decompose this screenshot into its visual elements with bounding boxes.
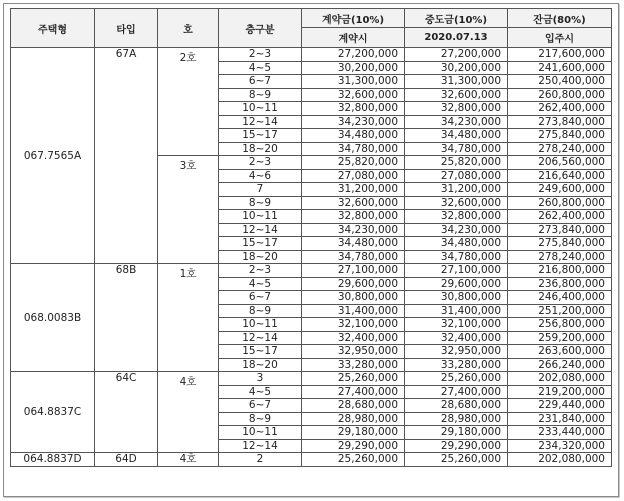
floor-range-cell: 6~7	[219, 291, 302, 305]
middle-amount-cell: 29,290,000	[405, 439, 508, 453]
balance-amount-cell: 250,400,000	[508, 75, 612, 89]
contract-amount-cell: 27,080,000	[302, 169, 405, 183]
balance-amount-cell: 217,600,000	[508, 48, 612, 62]
contract-amount-cell: 31,200,000	[302, 183, 405, 197]
floor-range-cell: 10~11	[219, 318, 302, 332]
balance-amount-cell: 206,560,000	[508, 156, 612, 170]
floor-range-cell: 8~9	[219, 196, 302, 210]
floor-range-cell: 12~14	[219, 439, 302, 453]
middle-amount-cell: 27,200,000	[405, 48, 508, 62]
unit-type-cell: 64C	[95, 372, 158, 453]
floor-range-cell: 2~3	[219, 48, 302, 62]
contract-amount-cell: 34,480,000	[302, 129, 405, 143]
floor-range-cell: 6~7	[219, 75, 302, 89]
ho-cell: 1호	[158, 264, 219, 372]
balance-amount-cell: 233,440,000	[508, 426, 612, 440]
balance-amount-cell: 249,600,000	[508, 183, 612, 197]
contract-amount-cell: 32,800,000	[302, 102, 405, 116]
balance-amount-cell: 234,320,000	[508, 439, 612, 453]
ho-cell: 4호	[158, 453, 219, 467]
contract-amount-cell: 25,260,000	[302, 453, 405, 467]
middle-amount-cell: 31,200,000	[405, 183, 508, 197]
header-balance-sub: 입주시	[508, 28, 612, 48]
balance-amount-cell: 251,200,000	[508, 304, 612, 318]
middle-amount-cell: 32,400,000	[405, 331, 508, 345]
price-table-body	[11, 48, 612, 467]
header-tipe: 타입	[95, 9, 158, 48]
contract-amount-cell: 27,100,000	[302, 264, 405, 278]
balance-amount-cell: 259,200,000	[508, 331, 612, 345]
floor-range-cell: 4~6	[219, 169, 302, 183]
floor-range-cell: 4~5	[219, 61, 302, 75]
middle-amount-cell: 34,780,000	[405, 142, 508, 156]
floor-range-cell: 18~20	[219, 142, 302, 156]
contract-amount-cell: 34,230,000	[302, 115, 405, 129]
balance-amount-cell: 241,600,000	[508, 61, 612, 75]
ho-cell: 3호	[158, 156, 219, 264]
balance-amount-cell: 260,800,000	[508, 196, 612, 210]
floor-range-cell: 12~14	[219, 331, 302, 345]
contract-amount-cell: 34,480,000	[302, 237, 405, 251]
middle-amount-cell: 25,260,000	[405, 453, 508, 467]
balance-amount-cell: 273,840,000	[508, 223, 612, 237]
ho-cell: 4호	[158, 372, 219, 453]
contract-amount-cell: 33,280,000	[302, 358, 405, 372]
contract-amount-cell: 31,400,000	[302, 304, 405, 318]
middle-amount-cell: 34,230,000	[405, 223, 508, 237]
contract-amount-cell: 30,200,000	[302, 61, 405, 75]
balance-amount-cell: 263,600,000	[508, 345, 612, 359]
middle-amount-cell: 32,100,000	[405, 318, 508, 332]
middle-amount-cell: 25,820,000	[405, 156, 508, 170]
middle-amount-cell: 31,400,000	[405, 304, 508, 318]
contract-amount-cell: 32,800,000	[302, 210, 405, 224]
middle-amount-cell: 32,600,000	[405, 196, 508, 210]
table-row	[11, 453, 612, 467]
table-row	[11, 48, 612, 62]
balance-amount-cell: 278,240,000	[508, 250, 612, 264]
middle-amount-cell: 32,800,000	[405, 102, 508, 116]
contract-amount-cell: 25,820,000	[302, 156, 405, 170]
floor-range-cell: 10~11	[219, 210, 302, 224]
header-middle-sub: 2020.07.13	[405, 28, 508, 48]
middle-amount-cell: 34,480,000	[405, 129, 508, 143]
house-type-cell: 067.7565A	[11, 48, 95, 264]
contract-amount-cell: 29,600,000	[302, 277, 405, 291]
header-balance: 잔금(80%)	[508, 9, 612, 28]
balance-amount-cell: 229,440,000	[508, 399, 612, 413]
contract-amount-cell: 32,100,000	[302, 318, 405, 332]
balance-amount-cell: 260,800,000	[508, 88, 612, 102]
contract-amount-cell: 25,260,000	[302, 372, 405, 386]
price-table	[10, 8, 612, 467]
floor-range-cell: 12~14	[219, 223, 302, 237]
balance-amount-cell: 275,840,000	[508, 129, 612, 143]
house-type-cell: 064.8837C	[11, 372, 95, 453]
header-ho: 호	[158, 9, 219, 48]
header-contract: 계약금(10%)	[302, 9, 405, 28]
contract-amount-cell: 31,300,000	[302, 75, 405, 89]
middle-amount-cell: 28,680,000	[405, 399, 508, 413]
middle-amount-cell: 27,100,000	[405, 264, 508, 278]
balance-amount-cell: 256,800,000	[508, 318, 612, 332]
unit-type-cell: 64D	[95, 453, 158, 467]
middle-amount-cell: 34,230,000	[405, 115, 508, 129]
middle-amount-cell: 33,280,000	[405, 358, 508, 372]
middle-amount-cell: 25,260,000	[405, 372, 508, 386]
floor-range-cell: 2	[219, 453, 302, 467]
house-type-cell: 068.0083B	[11, 264, 95, 372]
floor-range-cell: 4~5	[219, 385, 302, 399]
balance-amount-cell: 266,240,000	[508, 358, 612, 372]
balance-amount-cell: 236,800,000	[508, 277, 612, 291]
floor-range-cell: 8~9	[219, 88, 302, 102]
middle-amount-cell: 27,400,000	[405, 385, 508, 399]
floor-range-cell: 18~20	[219, 358, 302, 372]
balance-amount-cell: 202,080,000	[508, 372, 612, 386]
contract-amount-cell: 32,600,000	[302, 196, 405, 210]
unit-type-cell: 67A	[95, 48, 158, 264]
floor-range-cell: 7	[219, 183, 302, 197]
ho-cell: 2호	[158, 48, 219, 156]
middle-amount-cell: 29,600,000	[405, 277, 508, 291]
middle-amount-cell: 30,200,000	[405, 61, 508, 75]
balance-amount-cell: 216,640,000	[508, 169, 612, 183]
contract-amount-cell: 27,200,000	[302, 48, 405, 62]
floor-range-cell: 6~7	[219, 399, 302, 413]
balance-amount-cell: 275,840,000	[508, 237, 612, 251]
contract-amount-cell: 27,400,000	[302, 385, 405, 399]
balance-amount-cell: 278,240,000	[508, 142, 612, 156]
middle-amount-cell: 32,600,000	[405, 88, 508, 102]
floor-range-cell: 15~17	[219, 345, 302, 359]
floor-range-cell: 15~17	[219, 129, 302, 143]
balance-amount-cell: 262,400,000	[508, 210, 612, 224]
middle-amount-cell: 28,980,000	[405, 412, 508, 426]
floor-range-cell: 8~9	[219, 304, 302, 318]
floor-range-cell: 2~3	[219, 156, 302, 170]
middle-amount-cell: 34,480,000	[405, 237, 508, 251]
middle-amount-cell: 27,080,000	[405, 169, 508, 183]
header-floor: 층구분	[219, 9, 302, 48]
contract-amount-cell: 30,800,000	[302, 291, 405, 305]
contract-amount-cell: 32,600,000	[302, 88, 405, 102]
balance-amount-cell: 202,080,000	[508, 453, 612, 467]
floor-range-cell: 12~14	[219, 115, 302, 129]
balance-amount-cell: 246,400,000	[508, 291, 612, 305]
floor-range-cell: 18~20	[219, 250, 302, 264]
middle-amount-cell: 29,180,000	[405, 426, 508, 440]
contract-amount-cell: 34,780,000	[302, 142, 405, 156]
contract-amount-cell: 32,400,000	[302, 331, 405, 345]
floor-range-cell: 4~5	[219, 277, 302, 291]
header-type: 주택형	[11, 9, 95, 48]
middle-amount-cell: 31,300,000	[405, 75, 508, 89]
unit-type-cell: 68B	[95, 264, 158, 372]
floor-range-cell: 2~3	[219, 264, 302, 278]
middle-amount-cell: 30,800,000	[405, 291, 508, 305]
header-contract-sub: 계약시	[302, 28, 405, 48]
header-middle: 중도금(10%)	[405, 9, 508, 28]
contract-amount-cell: 28,980,000	[302, 412, 405, 426]
contract-amount-cell: 34,780,000	[302, 250, 405, 264]
contract-amount-cell: 29,290,000	[302, 439, 405, 453]
middle-amount-cell: 34,780,000	[405, 250, 508, 264]
contract-amount-cell: 28,680,000	[302, 399, 405, 413]
floor-range-cell: 10~11	[219, 426, 302, 440]
floor-range-cell: 10~11	[219, 102, 302, 116]
floor-range-cell: 8~9	[219, 412, 302, 426]
contract-amount-cell: 32,950,000	[302, 345, 405, 359]
middle-amount-cell: 32,800,000	[405, 210, 508, 224]
balance-amount-cell: 273,840,000	[508, 115, 612, 129]
balance-amount-cell: 216,800,000	[508, 264, 612, 278]
table-row	[11, 264, 612, 278]
balance-amount-cell: 219,200,000	[508, 385, 612, 399]
contract-amount-cell: 34,230,000	[302, 223, 405, 237]
balance-amount-cell: 231,840,000	[508, 412, 612, 426]
middle-amount-cell: 32,950,000	[405, 345, 508, 359]
floor-range-cell: 15~17	[219, 237, 302, 251]
table-row	[11, 372, 612, 386]
contract-amount-cell: 29,180,000	[302, 426, 405, 440]
floor-range-cell: 3	[219, 372, 302, 386]
balance-amount-cell: 262,400,000	[508, 102, 612, 116]
house-type-cell: 064.8837D	[11, 453, 95, 467]
